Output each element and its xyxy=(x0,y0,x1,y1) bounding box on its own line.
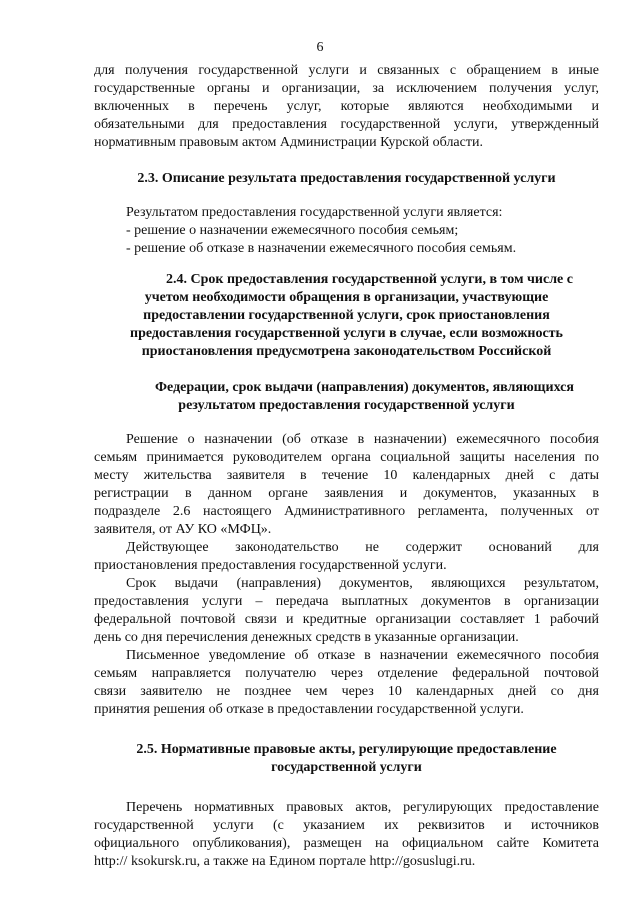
text-line: месту жительства заявителя в течение 10 календарных дней с даты xyxy=(94,468,599,483)
text-line: http:// ksokursk.ru, а также на Едином портале http://gosuslugi.ru. xyxy=(94,854,476,869)
text-line: государственные органы и организации, за исключением получения услуг, xyxy=(94,81,599,96)
text-line: регистрации в данном органе заявления и документов, указанных в xyxy=(94,486,599,501)
section-2-3-body xyxy=(94,204,599,258)
text-line: включенных в перечень услуг, которые являются необходимыми и xyxy=(94,99,599,114)
text-line: принятия решения об отказе в предоставлении государственной услуги. xyxy=(94,702,524,717)
text-line: официального опубликования), размещен на официальном сайте Комитета xyxy=(94,836,599,851)
text-line: Решение о назначении (об отказе в назначении) ежемесячного пособия xyxy=(126,432,599,447)
section-heading-2-3: 2.3. Описание результата предоставления государственной услуги xyxy=(137,171,556,186)
heading-line: предоставлении государственной услуги, срок приостановления xyxy=(143,308,550,323)
heading-line: приостановления предусмотрена законодательством Российской xyxy=(141,344,552,359)
section-2-5-body xyxy=(94,799,599,871)
text-line: связи заявителю не позднее чем через 10 календарных дней со дня xyxy=(94,684,599,699)
text-line: Письменное уведомление об отказе в назначении ежемесячного пособия xyxy=(126,648,599,663)
text-line: семьям направляется получателю через отделение федеральной почтовой xyxy=(94,666,599,681)
heading-line: государственной услуги xyxy=(271,760,422,775)
heading-line: 2.5. Нормативные правовые акты, регулирующие предоставление xyxy=(136,742,557,757)
text-line: приостановления предоставления государственной услуги. xyxy=(94,558,447,573)
intro-paragraph xyxy=(94,62,599,152)
text-line: предоставления услуги – передача выплатных документов в организации xyxy=(94,594,599,609)
text-line: заявителя, от АУ КО «МФЦ». xyxy=(94,522,272,537)
document-body xyxy=(94,62,599,871)
heading-line: результатом предоставления государственной услуги xyxy=(178,398,515,413)
section-heading-2-4 xyxy=(94,271,599,415)
section-heading-2-5 xyxy=(94,741,599,777)
text-line: для получения государственной услуги и связанных с обращением в иные xyxy=(94,63,599,78)
text-line: Перечень нормативных правовых актов, регулирующих предоставление xyxy=(126,800,599,815)
text-line: Срок выдачи (направления) документов, являющихся результатом, xyxy=(126,576,599,591)
text-line: Действующее законодательство не содержит оснований для xyxy=(126,540,599,555)
text-line: подразделе 2.6 настоящего Административного регламента, полученных от xyxy=(94,504,599,519)
page-number: 6 xyxy=(316,40,324,55)
section-2-4-body xyxy=(94,431,599,719)
heading-line: предоставления государственной услуги в случае, если возможность xyxy=(130,326,563,341)
heading-line: Федерации, срок выдачи (направления) документов, являющихся xyxy=(155,380,574,395)
text-line: семьям принимается руководителем органа социальной защиты населения по xyxy=(94,450,599,465)
text-line: федеральной почтовой связи и кредитные организации составляет 1 рабочий xyxy=(94,612,599,627)
heading-line: учетом необходимости обращения в организации, участвующие xyxy=(144,290,549,305)
text-line: Результатом предоставления государственной услуги является: xyxy=(126,205,503,220)
text-line: государственной услуги (с указанием их реквизитов и источников xyxy=(94,818,599,833)
text-line: нормативным правовым актом Администрации Курской области. xyxy=(94,135,483,150)
text-line: обязательными для предоставления государственной услуги, утвержденный xyxy=(94,117,599,132)
list-item: - решение об отказе в назначении ежемесячного пособия семьям. xyxy=(126,241,517,256)
heading-line: 2.4. Срок предоставления государственной услуги, в том числе с xyxy=(166,272,573,287)
list-item: - решение о назначении ежемесячного пособия семьям; xyxy=(126,223,459,238)
text-line: день со дня перечисления денежных средств в указанные организации. xyxy=(94,630,519,645)
